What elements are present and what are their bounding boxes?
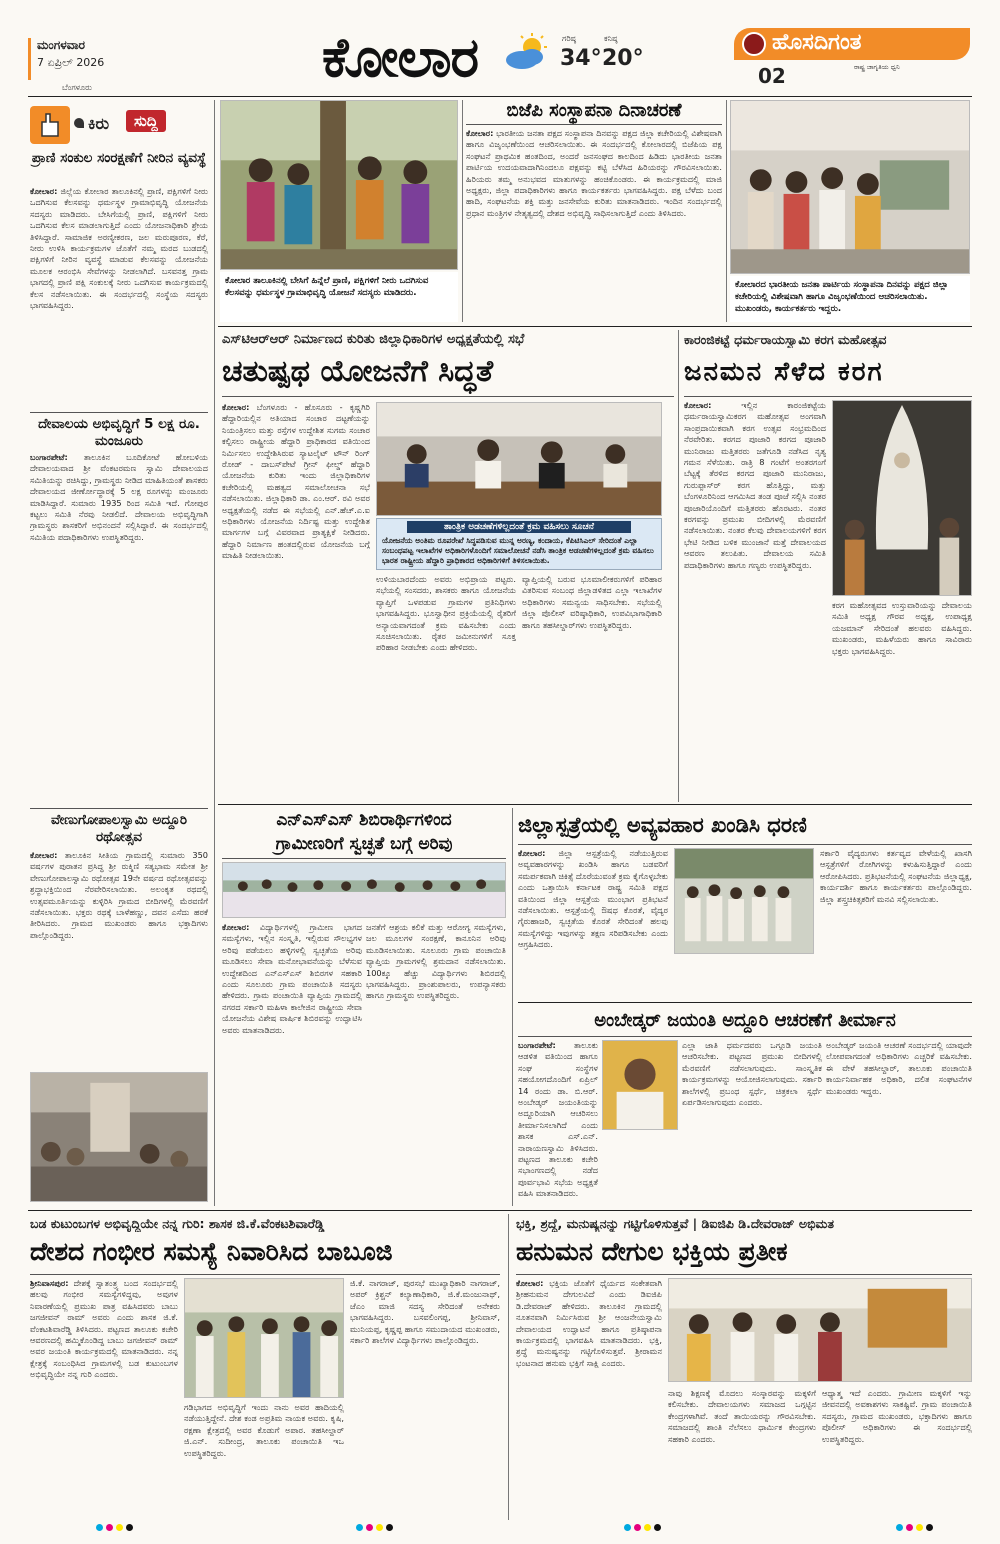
bjp-dateline: ಕೋಲಾರ: <box>466 128 494 138</box>
reg-dot-black <box>926 1524 933 1531</box>
ambedkar-dateline: ಬಂಗಾರಪೇಟೆ: <box>518 1040 556 1050</box>
lead-meeting-photo <box>376 402 662 516</box>
hospital-body <box>518 848 668 998</box>
kiru-suddi-badge <box>28 104 198 146</box>
karaga-kicker: ಕಾರಂಜಿಕಟ್ಟೆ ಧರ್ಮರಾಯಸ್ವಾಮಿ ಕರಗ ಮಹೋತ್ಸವ <box>684 332 887 347</box>
mla-photo <box>602 1040 678 1130</box>
row3-rule <box>28 1210 972 1211</box>
hanuman-body-3: ಆಧ್ಯಾತ್ಮ ಇದೆ ಎಂದರು. ಗ್ರಾಮೀಣ ಮಕ್ಕಳಿಗೆ ಇನ್ನು ಜೀವನದಲ್ಲಿ ಅವಕಾಶಗಳು ಸಾಕಷ್ಟಿವೆ. ಗ್ರಾಮ ಪಂಚಾಯಿತಿ ಸದಸ್ಯರು, ಗ್ರಾಮದ ಮುಖಂಡರು, ಭಕ್ತಾದಿಗಳು ಹಾಗೂ ಪೊಲೀಸ್ ಅಧಿಕಾರಿಗಳು ಈ ಸಂದರ್ಭದಲ್ಲಿ ಉಪಸ್ಥಿತರಿದ್ದರು. <box>822 1388 972 1444</box>
karaga-headline: ಜನಮನ ಸೆಳೆದ ಕರಗ <box>684 357 884 387</box>
lead-kicker: ಎಸ್‌ಟಿಆರ್‌ಆರ್ ನಿರ್ಮಾಣದ ಕುರಿತು ಜಿಲ್ಲಾಧಿಕಾರಿಗಳ ಅಧ್ಯಕ್ಷತೆಯಲ್ಲಿ ಸಭೆ <box>222 332 525 347</box>
kiru-shape-icon <box>74 118 84 128</box>
kiru-label-b: ಸುದ್ದಿ <box>126 110 166 132</box>
reg-dot-yellow <box>916 1524 923 1531</box>
reg-dot-cyan <box>356 1524 363 1531</box>
karaga-body <box>684 400 826 802</box>
bjp-text: ಭಾರತೀಯ ಜನತಾ ಪಕ್ಷದ ಸಂಸ್ಥಾಪನಾ ದಿನವನ್ನು ಪಕ್ಷದ ಜಿಲ್ಲಾ ಕಚೇರಿಯಲ್ಲಿ ವಿಶೇಷವಾಗಿ ಹಾಗೂ ವಿಜೃಂಭಣೆಯಿಂದ ಆಚರಿಸಲಾಯಿತು. ಈ ಸಂದರ್ಭದಲ್ಲಿ ಕೋಲಾರದಲ್ಲಿ ಬಿಜೆಪಿಯ ಪಕ್ಷ ಸಂಘಟನೆ ಪ್ರಾಥಮಿಕ ಹಂತದಿಂದ, ಅಂದರೆ ಜನಸಂಘದ ಕಾಲದಿಂದ ಹಿಡಿದು ಭಾರತೀಯ ಜನತಾ ಪಾರ್ಟಿಯ ಉದಯವಾದಾಗಿನಿಂದಲೂ ಪಕ್ಷವನ್ನು ಕಟ್ಟಿ ಬೆಳೆಸಿದ ಹಿರಿಯರನ್ನು ಗೌರವಿಸಲಾಯಿತು. ಹಿರಿಯರು ತಮ್ಮ ಅನುಭವದ ಮಾತುಗಳನ್ನು ಹಂಚಿಕೊಂಡರು. ಈ ಕಾರ್ಯಕ್ರಮದಲ್ಲಿ ಮಾಜಿ ಅಧ್ಯಕ್ಷರು, ಜಿಲ್ಲಾ ಪದಾಧಿಕಾರಿಗಳು ಹಾಗೂ ಕಾರ್ಯಕರ್ತರು ಭಾಗವಹಿಸಿದ್ದರು. ಪಕ್ಷ ಬೆಳೆದು ಬಂದ ಹಾದಿ, ಸಂಘಟನೆಯ ಶಕ್ತಿ ಮತ್ತು ಜನಸೇವೆಯ ಕುರಿತು ಮಾತನಾಡಿದರು. ಇಂದಿನ ಸಂದರ್ಭದಲ್ಲಿ ಪ್ರಧಾನ ಮಂತ್ರಿಗಳ ನೇತೃತ್ವದಲ್ಲಿ ದೇಶದ ಅಭಿವೃದ್ಧಿ ಸಾಧಿಸಲಾಗುತ್ತಿದೆ ಎಂದು ತಿಳಿಸಿದರು. <box>466 128 722 218</box>
babuji-head-rule <box>30 1274 500 1275</box>
bjp-headline: ಬಿಜೆಪಿ ಸಂಸ್ಥಾಪನಾ ದಿನಾಚರಣೆ <box>506 100 682 121</box>
brief1-body <box>30 186 208 408</box>
lead-dateline: ಕೋಲಾರ: <box>222 402 250 412</box>
weather-icon <box>502 32 550 72</box>
nss-col-rule <box>512 808 513 1206</box>
reg-dot-yellow <box>644 1524 651 1531</box>
lead-body-3: ವ್ಯಾಪ್ತಿಯಲ್ಲಿ ಬರುವ ಭೂಮಾಲೀಕರುಗಳಿಗೆ ಪರಿಹಾರ ವಿತರಿಸುವ ಸಂಬಂಧ ಜಿಲ್ಲಾಡಳಿತದ ಎಲ್ಲಾ ಇಲಾಖೆಗಳ ಅಧಿಕಾರಿಗಳು ಸಮನ್ವಯ ಸಾಧಿಸಬೇಕು. ಸಭೆಯಲ್ಲಿ ಜಿಲ್ಲಾ ಪೊಲೀಸ್ ವರಿಷ್ಠಾಧಿಕಾರಿ, ಉಪವಿಭಾಗಾಧಿಕಾರಿ ಹಾಗೂ ತಹಸೀಲ್ದಾರ್‌ಗಳು ಉಪಸ್ಥಿತರಿದ್ದರು. <box>522 574 662 630</box>
brief1-headline: ಪ್ರಾಣಿ ಸಂಕುಲ ಸಂರಕ್ಷಣೆಗೆ ನೀರಿನ ವ್ಯವಸ್ಥೆ <box>31 150 207 166</box>
babuji-kicker: ಬಡ ಕುಟುಂಬಗಳ ಅಭಿವೃದ್ಧಿಯೇ ನನ್ನ ಗುರಿ: ಶಾಸಕ ಜಿ.ಕೆ.ವೆಂಕಟಶಿವಾರೆಡ್ಡಿ <box>30 1216 325 1231</box>
lead-headline: ಚತುಷ್ಪಥ ಯೋಜನೆಗೆ ಸಿದ್ಧತೆ <box>222 354 494 389</box>
hanuman-text: ಭಕ್ತಿಯ ಜೊತೆಗೆ ಧೈರ್ಯದ ಸಂಕೇತವಾಗಿ ಶ್ರೀಹನುಮನ ದೇಗುಲವಿದೆ ಎಂದು ಡಿಐಜಿಪಿ ಡಿ.ದೇವರಾಜ್ ಹೇಳಿದರು. ತಾಲೂಕಿನ ಗ್ರಾಮದಲ್ಲಿ ನೂತನವಾಗಿ ನಿರ್ಮಿಸಿರುವ ಶ್ರೀ ಆಂಜನೇಯಸ್ವಾಮಿ ದೇವಾಲಯದ ಉದ್ಘಾಟನೆ ಹಾಗೂ ಪ್ರತಿಷ್ಠಾಪನಾ ಕಾರ್ಯಕ್ರಮದಲ್ಲಿ ಭಾಗವಹಿಸಿ ಮಾತನಾಡಿದರು. ಭಕ್ತಿ, ಶ್ರದ್ಧೆ ಮನುಷ್ಯನನ್ನು ಗಟ್ಟಿಗೊಳಿಸುತ್ತವೆ. ಶ್ರೀರಾಮನ ಭಂಟನಾದ ಹನುಮ ಭಕ್ತಿಗೆ ಸಾಕ್ಷಿ ಎಂದರು. <box>516 1278 662 1368</box>
registration-marks-right <box>896 1524 933 1531</box>
paper-logo <box>734 28 970 88</box>
hospital-photo <box>674 848 814 954</box>
city-label: ಬೆಂಗಳೂರು <box>62 83 92 92</box>
registration-marks-left <box>96 1524 133 1531</box>
lead-col-rule <box>678 330 679 802</box>
babuji-headline: ದೇಶದ ಗಂಭೀರ ಸಮಸ್ಯೆ ನಿವಾರಿಸಿದ ಬಾಬೂಜಿ <box>30 1237 393 1266</box>
hanuman-kicker: ಭಕ್ತಿ, ಶ್ರದ್ಧೆ, ಮನುಷ್ಯನನ್ನು ಗಟ್ಟಿಗೊಳಿಸುತ್ತವೆ | ಡಿಐಜಿಪಿ ಡಿ.ದೇವರಾಜ್ ಅಭಿಮತ <box>516 1216 835 1231</box>
reg-dot-cyan <box>624 1524 631 1531</box>
bjp-photo <box>730 100 970 274</box>
ambedkar-body <box>518 1040 598 1204</box>
brief3-dateline: ಕೋಲಾರ: <box>30 850 58 860</box>
paper-name: ಹೊಸದಿಗಂತ <box>772 30 862 55</box>
nss-head-rule <box>222 858 506 859</box>
max-temp: 34° <box>560 46 602 71</box>
nss-body <box>222 922 362 1200</box>
reg-dot-magenta <box>906 1524 913 1531</box>
karaga-head-rule <box>684 396 972 397</box>
brief1-text: ಜಿಲ್ಲೆಯ ಕೋಲಾರ ತಾಲೂಕಿನಲ್ಲಿ ಪ್ರಾಣಿ, ಪಕ್ಷಿಗಳಿಗೆ ನೀರು ಒದಗಿಸುವ ಕೆಲಸವನ್ನು ಧರ್ಮಸ್ಥಳ ಗ್ರಾಮಾಭಿವೃದ್ಧಿ ಯೋಜನೆಯ ಸದಸ್ಯರು ಮಾಡಿದರು. ಬೇಸಿಗೆಯಲ್ಲಿ ಪ್ರಾಣಿ, ಪಕ್ಷಿಗಳಿಗೆ ನೀರು ಒದಗಿಸುವ ಕೆಲಸ ಮಾಡಲಾಗುತ್ತಿದೆ ಎಂದು ಯೋಜನಾಧಿಕಾರಿ ಶ್ರೇಯ ತಿಳಿಸಿದ್ದಾರೆ. ಸಾಮಾಜಿಕ ಅರಣ್ಯೀಕರಣ, ಜಲ ಮರುಪೂರಣ, ಕೆರೆ, ನೀರು ಉಳಿಸಿ ಕಾರ್ಯಕ್ರಮಗಳ ಜೊತೆಗೆ ನಮ್ಮ ಮರದ ಬುಡದಲ್ಲಿ ಪಕ್ಷಿಗಳಿಗೆ ನೀರಿನ ವ್ಯವಸ್ಥೆ ಮಾಡುವ ಕೆಲಸವನ್ನು ಯೋಜನೆಯ ಮೂಲಕ ಆರಂಭಿಸಿ ಸೇವೆಗಳನ್ನು ನೀಡಲಾಗಿದೆ. ಬಸವನತ್ತ ಗ್ರಾಮ ಭಾಗದಲ್ಲಿ ಪ್ರಾಣಿ ಪಕ್ಷಿ ಸಂಕುಲಕ್ಕೆ ನೀರು ಒದಗಿಸುವ ಕಾರ್ಯಕ್ರಮದಲ್ಲಿ ಕೆಲಸ ನಡೆಸಲಾಯಿತು. ಈ ಸಂದರ್ಭದಲ್ಲಿ ಸಂಸ್ಥೆಯ ಸದಸ್ಯರು ಭಾಗವಹಿಸಿದ್ದರು. <box>30 186 208 311</box>
bjp-col-rule <box>726 100 727 322</box>
ambedkar-head-rule <box>518 1036 972 1037</box>
babuji-dateline: ಶ್ರೀನಿವಾಸಪುರ: <box>30 1278 69 1288</box>
karaga-text: ಇಲ್ಲಿನ ಕಾರಂಜಿಕಟ್ಟೆಯ ಧರ್ಮರಾಯಸ್ವಾಮಿಕರಗ ಮಹೋತ್ಸವ ಅಂಗವಾಗಿ ಸಾಂಪ್ರದಾಯಿಕವಾಗಿ ಕರಗ ಉತ್ಸವ ಸಂಭ್ರಮದಿಂದ ನೆರವೇರಿತು. ಕರಗದ ಪೂಜಾರಿ ಕರಗದ ಪೂಜಾರಿ ಮುನಿರಾಜು ಮತ್ತಿತರರು ಜತೆಗೂಡಿ ನಡೆಸಿದ ನೃತ್ಯ ಗಮನ ಸೆಳೆಯಿತು. ರಾತ್ರಿ 8 ಗಂಟೆಗೆ ಅಂತರಗಂಗೆ ಬೆಟ್ಟಕ್ಕೆ ತೆರಳಿದ ಕರಗದ ಪೂಜಾರಿ ಮುನಿರಾಜು, ಗುರುಪ್ಪಾಸ್‌ರ್ ಕರಗ ಹೊತ್ತಿದ್ದು, ಮತ್ತು ಬೆಂಗಳೂರಿನಿಂದ ಆಗಮಿಸಿದ ತಂಡ ಪೂಜೆ ಸಲ್ಲಿಸಿ ನಂತರ ಪೂಜಾರಿಯೊಂದಿಗೆ ಮತ್ತಿತರರು ಹೊರಟರು. ನಂತರ ಕರಗವನ್ನು ಪ್ರಮುಖ ಬೀದಿಗಳಲ್ಲಿ ಮೆರವಣಿಗೆ ನಡೆಸಲಾಯಿತು. <box>684 400 826 536</box>
row1-rule <box>218 326 972 327</box>
lead-caption-head: ತಾಂತ್ರಿಕ ಅಡಚಣೆಗಳಿಲ್ಲದಂತೆ ಕ್ರಮ ವಹಿಸಲು ಸೂಚನೆ <box>407 521 631 533</box>
brief2-headline: ದೇವಾಲಯ ಅಭಿವೃದ್ಧಿಗೆ 5 ಲಕ್ಷ ರೂ. ಮಂಜೂರು <box>38 416 200 449</box>
min-temp: 20° <box>602 46 644 71</box>
ambedkar-body-3: ಅಂಬೇಡ್ಕರ್ ಜಯಂತಿ ಆಚರಣೆ ಸಂದರ್ಭದಲ್ಲಿ ಯಾವುದೇ ಲೋಪವಾಗದಂತೆ ಅಧಿಕಾರಿಗಳು ಎಚ್ಚರಿಕೆ ವಹಿಸಬೇಕು. ಈ ವೇಳೆ ತಹಸೀಲ್ದಾರ್, ತಾಲೂಕು ಪಂಚಾಯಿತಿ ಕಾರ್ಯನಿರ್ವಾಹಕ ಅಧಿಕಾರಿ, ದಲಿತ ಸಂಘಟನೆಗಳ ಮುಖಂಡರು ಇದ್ದರು. <box>826 1040 972 1096</box>
ambedkar-body-2: ಎಲ್ಲಾ ಜಾತಿ ಧರ್ಮದವರು ಒಗ್ಗೂಡಿ ಜಯಂತಿ ಆಚರಿಸಬೇಕು. ಪಟ್ಟಣದ ಪ್ರಮುಖ ಬೀದಿಗಳಲ್ಲಿ ಮೆರವಣಿಗೆ ನಡೆಸಲಾಗುವುದು. ಸಾಂಸ್ಕೃತಿಕ ಕಾರ್ಯಕ್ರಮಗಳನ್ನು ಆಯೋಜಿಸಲಾಗುವುದು. ಸರ್ಕಾರಿ ಶಾಲೆಗಳಲ್ಲಿ ಪ್ರಬಂಧ ಸ್ಪರ್ಧೆ, ಚಿತ್ರಕಲಾ ಸ್ಪರ್ಧೆ ಏರ್ಪಡಿಸಲಾಗುವುದು ಎಂದರು. <box>682 1040 822 1108</box>
hospital-head-rule <box>518 844 972 845</box>
max-temp-label: ಗರಿಷ್ಠ <box>562 34 576 43</box>
tree-photo <box>220 100 458 270</box>
karaga-photo <box>832 400 972 596</box>
reg-dot-magenta <box>106 1524 113 1531</box>
tree-photo-caption: ಕೋಲಾರ ತಾಲೂಕಿನಲ್ಲಿ ಬೇಸಿಗೆ ಹಿನ್ನೆಲೆ ಪ್ರಾಣಿ, ಪಕ್ಷಿಗಳಿಗೆ ನೀರು ಒದಗಿಸುವ ಕೆಲಸವನ್ನು ಧರ್ಮಸ್ಥಳ ಗ್ರಾಮಾಭಿವೃದ್ಧಿ ಯೋಜನೆ ಸದಸ್ಯರು ಮಾಡಿದರು. <box>220 272 458 322</box>
hospital-headline: ಜಿಲ್ಲಾಸ್ಪತ್ರೆಯಲ್ಲಿ ಅವ್ಯವಹಾರ ಖಂಡಿಸಿ ಧರಣಿ <box>518 813 807 837</box>
min-temp-label: ಕನಿಷ್ಠ <box>604 34 618 43</box>
lead-body-2: ಉಳಿಯಬಾರದೆಂದು ಅವರು ಅಭಿಪ್ರಾಯ ಪಟ್ಟರು. ಸಭೆಯಲ್ಲಿ ಸಂಸದರು, ಶಾಸಕರು ಹಾಗೂ ಯೋಜನೆಯ ವ್ಯಾಪ್ತಿಗೆ ಒಳಪಡುವ ಗ್ರಾಮಗಳ ಪ್ರತಿನಿಧಿಗಳು ಭಾಗವಹಿಸಿದ್ದರು. ಭೂಸ್ವಾಧೀನ ಪ್ರಕ್ರಿಯೆಯಲ್ಲಿ ರೈತರಿಗೆ ಅನ್ಯಾಯವಾಗದಂತೆ ಕ್ರಮ ವಹಿಸಬೇಕು ಎಂದು ಸೂಚಿಸಲಾಯಿತು. ರೈತರ ಜಮೀನುಗಳಿಗೆ ಸೂಕ್ತ ಪರಿಹಾರ ನೀಡಬೇಕು ಎಂದು ಹೇಳಿದರು. <box>376 574 516 653</box>
reg-dot-magenta <box>634 1524 641 1531</box>
masthead-rule <box>28 96 972 97</box>
hanuman-body <box>516 1278 662 1516</box>
babuji-text: ದೇಶಕ್ಕೆ ಸ್ವಾತಂತ್ರ್ಯ ಬಂದ ಸಂದರ್ಭದಲ್ಲಿ ಹಲವು ಗಂಭೀರ ಸಮಸ್ಯೆಗಳಿದ್ದವು, ಅವುಗಳ ನಿವಾರಣೆಯಲ್ಲಿ ಪ್ರಮುಖ ಪಾತ್ರ ವಹಿಸಿದವರು ಬಾಬು ಜಗಜೀವನ್ ರಾಮ್ ಅವರು ಎಂದು ಶಾಸಕ ಜಿ.ಕೆ. ವೆಂಕಟಶಿವಾರೆಡ್ಡಿ ತಿಳಿಸಿದರು. ಪಟ್ಟಣದ ತಾಲೂಕು ಕಚೇರಿ ಆವರಣದಲ್ಲಿ ಹಮ್ಮಿಕೊಂಡಿದ್ದ ಬಾಬು ಜಗಜೀವನ್ ರಾಮ್ ಅವರ ಜಯಂತಿ ಕಾರ್ಯಕ್ರಮದಲ್ಲಿ ಮಾತನಾಡಿದರು. ನನ್ನ ಕ್ಷೇತ್ರಕ್ಕೆ ಸಂಬಂಧಿಸಿದ ಗ್ರಾಮಗಳಲ್ಲಿ ಬಡ ಕುಟುಂಬಗಳ ಅಭಿವೃದ್ಧಿಯೇ ನನ್ನ ಗುರಿ ಎಂದರು. <box>30 1278 178 1380</box>
brief3-body <box>30 850 208 1062</box>
nss-headline-2: ಗ್ರಾಮೀಣರಿಗೆ ಸ್ವಚ್ಛತೆ ಬಗ್ಗೆ ಅರಿವು <box>275 834 453 854</box>
date-label: 7 ಏಪ್ರಿಲ್ 2026 <box>37 56 105 69</box>
brief3-text: ತಾಲೂಕಿನ ಸೀತಿಯ ಗ್ರಾಮದಲ್ಲಿ ಸುಮಾರು 350 ವರ್ಷಗಳ ಪುರಾತನ ಪ್ರಸಿದ್ಧ ಶ್ರೀ ರುಕ್ಮಿಣಿ ಸತ್ಯಭಾಮ ಸಮೇತ ಶ್ರೀ ವೇಣುಗೋಪಾಲಸ್ವಾಮಿ ರಥೋತ್ಸವ 19ನೇ ವರ್ಷದ ರಥೋತ್ಸವವನ್ನು ಶ್ರದ್ಧಾಭಕ್ತಿಯಿಂದ ನೆರವೇರಿಸಲಾಯಿತು. ಅಲಂಕೃತ ರಥದಲ್ಲಿ ಉತ್ಸವಮೂರ್ತಿಯನ್ನು ಕುಳ್ಳಿರಿಸಿ ಗ್ರಾಮದ ಬೀದಿಗಳಲ್ಲಿ ಮೆರವಣಿಗೆ ನಡೆಸಲಾಯಿತು. ಭಕ್ತರು ರಥಕ್ಕೆ ಬಾಳೆಹಣ್ಣು, ದವನ ಎಸೆದು ಹರಕೆ ತೀರಿಸಿದರು. ಗ್ರಾಮದ ಮುಖಂಡರು ಹಾಗೂ ಭಕ್ತಾದಿಗಳು ಪಾಲ್ಗೊಂಡಿದ್ದರು. <box>30 850 208 940</box>
registration-marks-center-left <box>356 1524 393 1531</box>
date-block <box>28 38 148 80</box>
registration-marks-center-right <box>624 1524 661 1531</box>
nss-body-2: ಜನತೆಗೆ ಆಶ್ರಯ ಕಲಿಕೆ ಮತ್ತು ಆರೋಗ್ಯ ಸಮಸ್ಯೆಗಳು, ಜಲ ಮೂಲಗಳ ಸಂರಕ್ಷಣೆ, ಕಾನೂನಿನ ಅರಿವು ಮೂಡಿಸಲಾಯಿತು. ಸೂಲೂರು ಗ್ರಾಮ ಪಂಚಾಯಿತಿ ವ್ಯಾಪ್ತಿಯ ಗ್ರಾಮಗಳಲ್ಲಿ ಶ್ರಮದಾನ ನಡೆಸಲಾಯಿತು. 100ಕ್ಕೂ ಹೆಚ್ಚು ವಿದ್ಯಾರ್ಥಿಗಳು ಶಿಬಿರದಲ್ಲಿ ಭಾಗವಹಿಸಿದ್ದರು. ಪ್ರಾಂಶುಪಾಲರು, ಉಪನ್ಯಾಸಕರು ಹಾಗೂ ಗ್ರಾಮಸ್ಥರು ಉಪಸ್ಥಿತರಿದ್ದರು. <box>366 922 506 1001</box>
hospital-rule <box>518 1002 972 1003</box>
lead-caption-text: ಯೋಜನೆಯ ಅಂತಿಮ ರೂಪರೇಖೆ ಸಿದ್ಧಪಡಿಸುವ ಮುನ್ನ ಅರಣ್ಯ, ಕಂದಾಯ, ಕೆಪಿಟಿಸಿಎಲ್ ಸೇರಿದಂತೆ ಎಲ್ಲಾ ಸಂಬಂಧಪಟ್ಟ ಇಲಾಖೆಗಳ ಅಧಿಕಾರಿಗಳೊಂದಿಗೆ ಸಮಾಲೋಚನೆ ನಡೆಸಿ ತಾಂತ್ರಿಕ ಅಡಚಣೆಗಳಿಲ್ಲದಂತೆ ಕ್ರಮ ವಹಿಸಲು ಭಾರತ ರಾಷ್ಟ್ರೀಯ ಹೆದ್ದಾರಿ ಪ್ರಾಧಿಕಾರದ ಅಧಿಕಾರಿಗಳಿಗೆ ತಿಳಿಸಲಾಯಿತು. <box>382 536 654 565</box>
brief2-body <box>30 452 208 804</box>
lead-head-rule <box>222 396 674 397</box>
lead-text: ಬೆಂಗಳೂರು - ಹೊಸೂರು - ಕೃಷ್ಣಗಿರಿ ಹೆದ್ದಾರಿಯಲ್ಲಿನ ಅತಿಯಾದ ಸಂಚಾರ ದಟ್ಟಣೆಯನ್ನು ನಿಯಂತ್ರಿಸಲು ಮತ್ತು ರಸ್ತೆಗಳ ಉದ್ದೇಶಿತ ಸುಗಮ ಸಂಚಾರ ಕಲ್ಪಿಸಲು ರಾಷ್ಟ್ರೀಯ ಹೆದ್ದಾರಿ ಪ್ರಾಧಿಕಾರದ ವತಿಯಿಂದ ನಿರ್ಮಿಸಲು ಉದ್ದೇಶಿಸಿರುವ ಸ್ಯಾಟಲೈಟ್ ಟೌನ್ ರಿಂಗ್ ರೋಡ್ - ದಾಬಸ್‌ಪೇಟೆ ಗ್ರೀನ್ ಫೀಲ್ಡ್ ಹೆದ್ದಾರಿ ಯೋಜನೆಯ ಕುರಿತು ಇಂದು ಜಿಲ್ಲಾಧಿಕಾರಿಗಳ ಕಚೇರಿಯಲ್ಲಿ ಮಹತ್ವದ ಸಮಾಲೋಚನಾ ಸಭೆ ನಡೆಸಲಾಯಿತು. ಜಿಲ್ಲಾಧಿಕಾರಿ ಡಾ. ಎಂ.ಆರ್. ರವಿ ಅವರ ಅಧ್ಯಕ್ಷತೆಯಲ್ಲಿ ನಡೆದ ಈ ಸಭೆಯಲ್ಲಿ ಎನ್.ಹೆಚ್.ಎ.ಐ ಅಧಿಕಾರಿಗಳು ಯೋಜನೆಯ ನಿರ್ದಿಷ್ಟ ಮತ್ತು ಉದ್ದೇಶಿತ ಮಾರ್ಗಗಳ ಬಗ್ಗೆ ವಿವರವಾದ ಪ್ರಾತ್ಯಕ್ಷಿಕೆ ನೀಡಿದರು. ಹೆದ್ದಾರಿ ನಿರ್ಮಾಣ ಹಂತದಲ್ಲಿರುವ ಯೋಜನೆಯ ಬಗ್ಗೆ ಮಾಹಿತಿ ನೀಡಲಾಯಿತು. <box>222 402 370 561</box>
reg-dot-magenta <box>366 1524 373 1531</box>
bjp-photo-caption: ಕೋಲಾರದ ಭಾರತೀಯ ಜನತಾ ಪಾರ್ಟಿಯ ಸಂಸ್ಥಾಪನಾ ದಿನವನ್ನು ಪಕ್ಷದ ಜಿಲ್ಲಾ ಕಚೇರಿಯಲ್ಲಿ ವಿಶೇಷವಾಗಿ ಹಾಗೂ ವಿಜೃಂಭಣೆಯಿಂದ ಆಚರಿಸಲಾಯಿತು. ಮುಖಂಡರು, ಕಾರ್ಯಕರ್ತರು ಇದ್ದರು. <box>730 276 970 322</box>
edition-title: ಕೋಲಾರ <box>322 26 479 89</box>
nss-dateline: ಕೋಲಾರ: <box>222 922 250 932</box>
hanuman-photo <box>668 1278 972 1382</box>
hospital-dateline: ಕೋಲಾರ: <box>518 848 546 858</box>
paper-tagline: ರಾಷ್ಟ್ರ ಜಾಗೃತಿಯ ಧ್ವನಿ <box>854 63 900 71</box>
reg-dot-black <box>126 1524 133 1531</box>
hanuman-dateline: ಕೋಲಾರ: <box>516 1278 544 1288</box>
rathotsava-photo <box>30 1072 208 1202</box>
hanuman-body-2: ನಾವು ಶಿಕ್ಷಣಕ್ಕೆ ಮೊದಲು ಸಂಸ್ಕಾರವನ್ನು ಮಕ್ಕಳಿಗೆ ಕಲಿಸಬೇಕು. ದೇವಾಲಯಗಳು ಸಮಾಜದ ಒಗ್ಗಟ್ಟಿನ ಕೇಂದ್ರಗಳಾಗಿವೆ. ತಂದೆ ತಾಯಿಯರನ್ನು ಗೌರವಿಸಬೇಕು. ಸಮಾಜದಲ್ಲಿ ಶಾಂತಿ ನೆಲೆಸಲು ಧಾರ್ಮಿಕ ಕೇಂದ್ರಗಳು ಸಹಕಾರಿ ಎಂದರು. <box>668 1388 816 1444</box>
reg-dot-cyan <box>896 1524 903 1531</box>
babuji-body <box>30 1278 178 1516</box>
paper-emblem-icon <box>742 32 766 56</box>
page-number: 02 <box>758 64 786 88</box>
bottom-col-rule <box>508 1214 509 1520</box>
reg-dot-black <box>654 1524 661 1531</box>
reg-dot-yellow <box>116 1524 123 1531</box>
babuji-body-3: ಜಿ.ಕೆ. ನಾಗರಾಜ್, ಪುರಸಭೆ ಮುಖ್ಯಾಧಿಕಾರಿ ನಾಗರಾಜ್, ಅಪರ್ ಕ್ರಿಶ್ಚನ್ ಕಲ್ಯಾಣಾಧಿಕಾರಿ, ಜಿ.ಕೆ.ಮಂಜುನಾಥ್, ಜೆಎಂ ಮಾಜಿ ಸದಸ್ಯ ಸೇರಿದಂತೆ ಅನೇಕರು ಭಾಗವಹಿಸಿದ್ದರು. ಬಸವಲಿಂಗಪ್ಪ, ಶ್ರೀನಿವಾಸ್, ಮುನಿಯಪ್ಪ, ಕೃಷ್ಣಪ್ಪ ಹಾಗೂ ಸಮುದಾಯದ ಮುಖಂಡರು, ಸರ್ಕಾರಿ ಶಾಲೆಗಳ ವಿದ್ಯಾರ್ಥಿಗಳು ಪಾಲ್ಗೊಂಡಿದ್ದರು. <box>350 1278 500 1346</box>
row2-rule <box>218 804 972 805</box>
karaga-body-3: ಕರಗ ಮಹೋತ್ಸವದ ಉಸ್ತುವಾರಿಯನ್ನು ದೇವಾಲಯ ಸಮಿತಿ ಅಧ್ಯಕ್ಷ ಗೌರವ ಅಧ್ಯಕ್ಷ, ಉಪಾಧ್ಯಕ್ಷ ಯಜಮಾನ್ ಸೇರಿದಂತೆ ಹಲವರು ವಹಿಸಿದ್ದರು. ಮುಖಂಡರು, ಮಹಿಳೆಯರು ಹಾಗೂ ಸಾವಿರಾರು ಭಕ್ತರು ಭಾಗವಹಿಸಿದ್ದರು. <box>832 600 972 656</box>
day-label: ಮಂಗಳವಾರ <box>37 38 86 52</box>
brief2-dateline: ಬಂಗಾರಪೇಟೆ: <box>30 452 68 462</box>
babuji-photo <box>184 1278 344 1398</box>
ambedkar-text: ತಾಲೂಕು ಆಡಳಿತ ವತಿಯಿಂದ ಹಾಗೂ ಸಂಘ ಸಂಸ್ಥೆಗಳ ಸಹಯೋಗದೊಂದಿಗೆ ಏಪ್ರಿಲ್ 14 ರಂದು ಡಾ. ಬಿ.ಆರ್. ಅಂಬೇಡ್ಕರ್ ಜಯಂತಿಯನ್ನು ಅದ್ದೂರಿಯಾಗಿ ಆಚರಿಸಲು ತೀರ್ಮಾನಿಸಲಾಗಿದೆ ಎಂದು ಶಾಸಕ ಎಸ್.ಎನ್. ನಾರಾಯಣಸ್ವಾಮಿ ತಿಳಿಸಿದರು. ಪಟ್ಟಣದ ತಾಲೂಕು ಕಚೇರಿ ಸಭಾಂಗಣದಲ್ಲಿ ನಡೆದ ಪೂರ್ವಭಾವಿ ಸಭೆಯ ಅಧ್ಯಕ್ಷತೆ ವಹಿಸಿ ಮಾತನಾಡಿದರು. <box>518 1040 598 1199</box>
lead-body <box>222 402 370 642</box>
hanuman-headline: ಹನುಮನ ದೇಗುಲ ಭಕ್ತಿಯ ಪ್ರತೀಕ <box>516 1237 788 1266</box>
bjp-body <box>466 128 722 322</box>
nss-text: ವಿದ್ಯಾರ್ಥಿಗಳಲ್ಲಿ ಗ್ರಾಮೀಣ ಭಾಗದ ಸಮಸ್ಯೆಗಳು, ಇಲ್ಲಿನ ಸಂಸ್ಕೃತಿ, ಇಲ್ಲಿರುವ ಸೌಲಭ್ಯಗಳ ಅರಿವು ಪಡೆಯಲು ಹಳ್ಳಿಗಳಲ್ಲಿ ಸ್ವಚ್ಛತೆಯ ಅರಿವು ಮೂಡಿಸಲು ಸೇವಾ ಮನೋಭಾವನೆಯನ್ನು ಬೆಳೆಸುವ ಉದ್ದೇಶದಿಂದ ಎನ್‌ಎಸ್‌ಎಸ್ ಶಿಬಿರಗಳ ಸಹಕಾರಿ ಎಂದು ಸೂಲೂರು ಗ್ರಾಮ ಪಂಚಾಯಿತಿ ಸದಸ್ಯರು ಹೇಳಿದರು. ಗ್ರಾಮ ಪಂಚಾಯಿತಿ ವ್ಯಾಪ್ತಿಯ ಗ್ರಾಮದಲ್ಲಿ ನಗರದ ಸರ್ಕಾರಿ ಮಹಿಳಾ ಕಾಲೇಜಿನ ರಾಷ್ಟ್ರೀಯ ಸೇವಾ ಯೋಜನೆಯ ವಿಶೇಷ ವಾರ್ಷಿಕ ಶಿಬಿರವನ್ನು ಉದ್ಘಾಟಿಸಿ ಅವರು ಮಾತನಾಡಿದರು. <box>222 922 362 1035</box>
babuji-body-2: ಗಡಿಭಾಗದ ಅಭಿವೃದ್ಧಿಗೆ ಇಂದು ನಾನು ಅವರ ಹಾದಿಯಲ್ಲಿ ನಡೆಯುತ್ತಿದ್ದೇನೆ. ದೇಶ ಕಂಡ ಅಪ್ರತಿಮ ನಾಯಕ ಅವರು. ಕೃಷಿ, ರಕ್ಷಣಾ ಕ್ಷೇತ್ರದಲ್ಲಿ ಅವರ ಕೊಡುಗೆ ಅಪಾರ. ತಹಸೀಲ್ದಾರ್ ಜಿ.ಎನ್. ಸುದೀಂದ್ರ, ತಾಲೂಕು ಪಂಚಾಯಿತಿ ಇಒ ಉಪಸ್ಥಿತರಿದ್ದರು. <box>184 1402 344 1458</box>
hanuman-head-rule <box>516 1274 972 1275</box>
hospital-text: ಜಿಲ್ಲಾ ಆಸ್ಪತ್ರೆಯಲ್ಲಿ ನಡೆಯುತ್ತಿರುವ ಅವ್ಯವಹಾರಗಳನ್ನು ಖಂಡಿಸಿ ಹಾಗೂ ಬಡವರಿಗೆ ಸಮರ್ಪಕವಾಗಿ ಚಿಕಿತ್ಸೆ ದೊರೆಯುವಂತೆ ಕ್ರಮ ಕೈಗೊಳ್ಳಬೇಕು ಎಂದು ಒತ್ತಾಯಿಸಿ ಕರ್ನಾಟಕ ರಾಷ್ಟ್ರ ಸಮಿತಿ ಪಕ್ಷದ ವತಿಯಿಂದ ಜಿಲ್ಲಾ ಆಸ್ಪತ್ರೆಯ ಮುಂಭಾಗ ಪ್ರತಿಭಟನೆ ನಡೆಸಲಾಯಿತು. ಆಸ್ಪತ್ರೆಯಲ್ಲಿ ಔಷಧ ಕೊರತೆ, ವೈದ್ಯರ ಗೈರುಹಾಜರಿ, ಸ್ವಚ್ಛತೆಯ ಕೊರತೆ ಸೇರಿದಂತೆ ಹಲವು ಸಮಸ್ಯೆಗಳಿದ್ದು ಇವುಗಳನ್ನು ತಕ್ಷಣ ಸರಿಪಡಿಸಬೇಕು ಎಂದು ಆಗ್ರಹಿಸಿದರು. <box>518 848 668 950</box>
lead-caption-box <box>376 518 662 570</box>
bjp-head-rule <box>466 124 722 125</box>
kiru-label-a: ಕಿರು <box>88 114 110 133</box>
ambedkar-headline: ಅಂಬೇಡ್ಕರ್ ಜಯಂತಿ ಅದ್ದೂರಿ ಆಚರಣೆಗೆ ತೀರ್ಮಾನ <box>594 1010 896 1031</box>
nss-headline-1: ಎನ್‌ಎಸ್‌ಎಸ್ ಶಿಬಿರಾರ್ಥಿಗಳಿಂದ <box>276 810 452 830</box>
reg-dot-cyan <box>96 1524 103 1531</box>
brief1-dateline: ಕೋಲಾರ: <box>30 186 58 196</box>
tree-col-rule <box>462 100 463 322</box>
reg-dot-yellow <box>376 1524 383 1531</box>
karaga-dateline: ಕೋಲಾರ: <box>684 400 712 410</box>
brief1-rule <box>30 412 208 413</box>
karaga-text-2: ನಂತರ ಕೆಲವು ದೇವಾಲಯಗಳಿಗೆ ಕರಗ ಭೇಟಿ ನೀಡಿದ ಬಳಿಕ ಮುಂಜಾನೆ ಮತ್ತೆ ದೇವಾಲಯದ ಆವರಣ ತಲುಪಿತು. ದೇವಾಲಯ ಸಮಿತಿ ಪದಾಧಿಕಾರಿಗಳು ಹಾಗೂ ಗಣ್ಯರು ಉಪಸ್ಥಿತರಿದ್ದರು. <box>684 525 826 570</box>
masthead <box>0 0 1000 98</box>
brief3-headline: ವೇಣುಗೋಪಾಲಸ್ವಾಮಿ ಅದ್ದೂರಿ ರಥೋತ್ಸವ <box>50 812 187 845</box>
kiru-hand-icon <box>30 106 70 144</box>
brief2-text: ತಾಲೂಕಿನ ಬೂದಿಕೋಟೆ ಹೋಬಳಿಯ ದೇವಾಲಯವಾದ ಶ್ರೀ ವೆಂಕಟರಮಣ ಸ್ವಾಮಿ ದೇವಾಲಯದ ಸಮಿತಿಯನ್ನು ರಚಿಸಿದ್ದು, ಗ್ರಾಮಸ್ಥರು ನೀಡಿದ ಮಾಹಿತಿಯಂತೆ ಶಾಸಕರು ದೇವಾಲಯದ ಜೀರ್ಣೋದ್ಧಾರಕ್ಕೆ 5 ಲಕ್ಷ ರೂಗಳನ್ನು ಮಂಜೂರು ಮಾಡಿಸಿದ್ದಾರೆ. ಸುಮಾರು 1935 ರಿಂದ ಸಮಿತಿ ಇದೆ. ಗೋಪುರ ಕಟ್ಟಲು ಸಮಿತಿ ನೆರವು ನೀಡಲಿದೆ. ದೇವಾಲಯ ಅಭಿವೃದ್ಧಿಗಾಗಿ ಗ್ರಾಮಸ್ಥರು ಶಾಸಕರಿಗೆ ಅಭಿನಂದನೆ ಸಲ್ಲಿಸಿದ್ದಾರೆ. ಈ ಸಂದರ್ಭದಲ್ಲಿ ಸಮಿತಿಯ ಪದಾಧಿಕಾರಿಗಳು ಉಪಸ್ಥಿತರಿದ್ದರು. <box>30 452 208 542</box>
brief2-rule <box>30 808 208 809</box>
reg-dot-black <box>386 1524 393 1531</box>
hospital-body-2: ಸರ್ಕಾರಿ ವೈದ್ಯರುಗಳು ಕರ್ತವ್ಯದ ವೇಳೆಯಲ್ಲಿ ಖಾಸಗಿ ಆಸ್ಪತ್ರೆಗಳಿಗೆ ರೋಗಿಗಳನ್ನು ಕಳುಹಿಸುತ್ತಿದ್ದಾರೆ ಎಂದು ಆರೋಪಿಸಿದರು. ಪ್ರತಿಭಟನೆಯಲ್ಲಿ ಸಂಘಟನೆಯ ಜಿಲ್ಲಾಧ್ಯಕ್ಷ, ಕಾರ್ಯದರ್ಶಿ ಹಾಗೂ ಕಾರ್ಯಕರ್ತರು ಪಾಲ್ಗೊಂಡಿದ್ದರು. ಜಿಲ್ಲಾ ಶಸ್ತ್ರಚಿಕಿತ್ಸಕರಿಗೆ ಮನವಿ ಸಲ್ಲಿಸಲಾಯಿತು. <box>820 848 972 904</box>
left-column-rule <box>214 100 215 1206</box>
